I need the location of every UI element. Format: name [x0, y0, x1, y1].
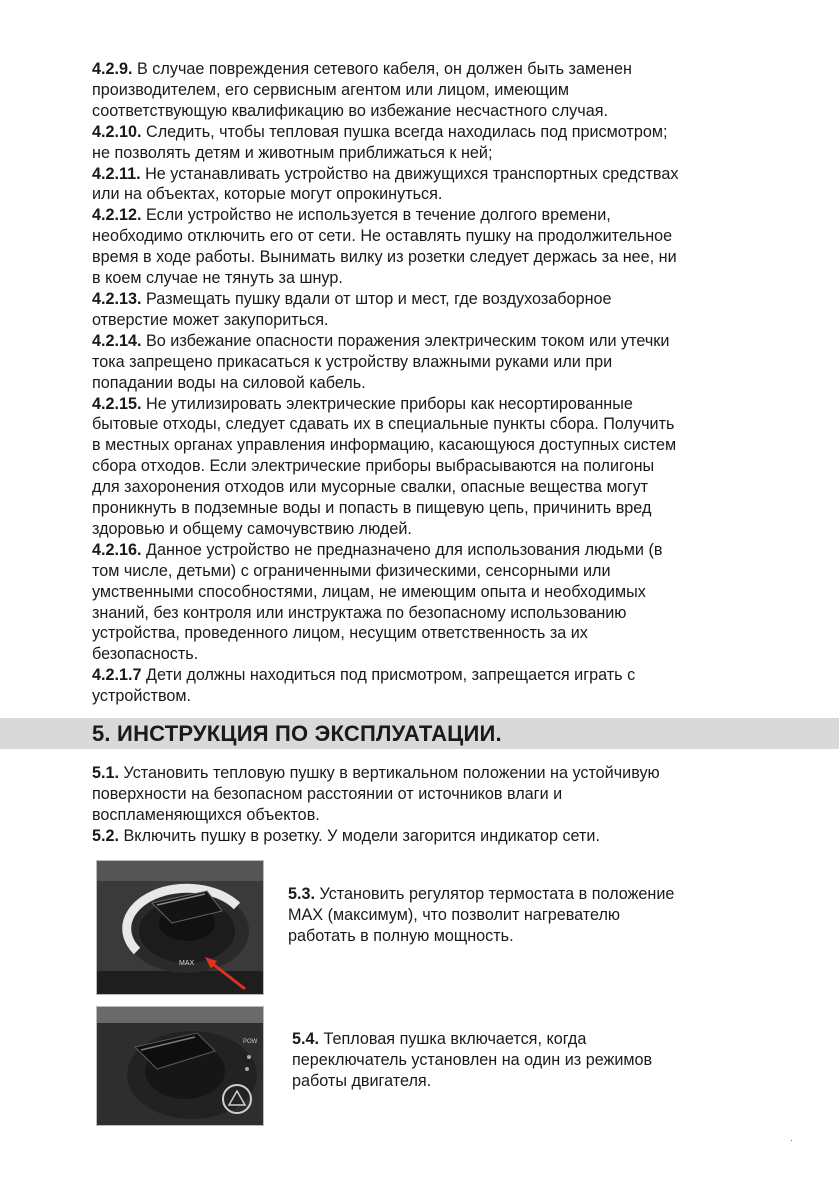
paragraph-line	[92, 373, 762, 394]
paragraph-text: здоровью и общему самочувствию людей.	[92, 519, 412, 538]
paragraph-text: для захоронения отходов или мусорные свалки, опасные вещества могут	[92, 478, 649, 497]
paragraph-line	[92, 289, 762, 310]
paragraph-line	[92, 603, 762, 624]
step-5-3	[288, 884, 738, 947]
paragraph-text: устройства, проведенного лицом, несущим ответственность за их	[92, 624, 588, 643]
paragraph-4-2-11	[92, 164, 762, 206]
paragraph-number: 4.2.12.	[92, 206, 142, 225]
step-text: MAX (максимум), что позволит нагревателю	[288, 905, 621, 924]
paragraph-text: Установить тепловую пушку в вертикальном положении на устойчивую	[119, 764, 660, 782]
paragraph-line	[92, 101, 762, 122]
paragraph-line	[92, 644, 762, 665]
paragraph-line	[92, 122, 762, 143]
paragraph-number: 4.2.10.	[92, 122, 142, 141]
paragraph-text: или на объектах, которые могут опрокинуться.	[92, 185, 443, 204]
step-text: Тепловая пушка включается, когда	[319, 1030, 587, 1048]
paragraph-4-2-16	[92, 540, 762, 665]
paragraph-4-2-14	[92, 331, 762, 394]
operation-section	[92, 763, 762, 847]
paragraph-number: 4.2.9.	[92, 60, 133, 78]
power-label: POW	[243, 1039, 258, 1045]
step-line	[292, 1050, 742, 1071]
paragraph-text: тока запрещено прикасаться к устройству влажными руками или при	[92, 352, 613, 371]
paragraph-line	[92, 80, 762, 101]
max-label: MAX	[179, 960, 195, 967]
paragraph-number: 4.2.14.	[92, 331, 142, 350]
paragraph-text: умственными способностями, лицам, не имеющим опыта и необходимых	[92, 582, 646, 601]
paragraph-text: в коем случае не тянуть за шнур.	[92, 269, 343, 288]
paragraph-text: Не утилизировать электрические приборы как несортированные	[141, 394, 633, 413]
step-text: Установить регулятор термостата в положение	[315, 885, 675, 903]
paragraph-text: Включить пушку в розетку. У модели загорится индикатор сети.	[119, 826, 600, 845]
step-text: работать в полную мощность.	[288, 926, 514, 945]
paragraph-line	[92, 456, 762, 477]
paragraph-line	[92, 205, 762, 226]
step-number: 5.4.	[292, 1030, 320, 1048]
paragraph-text: необходимо отключить его от сети. Не оставлять пушку на продолжительное	[92, 227, 673, 246]
paragraph-line	[92, 540, 762, 561]
paragraph-line	[92, 414, 762, 435]
paragraph-line	[92, 331, 762, 352]
paragraph-text: проникнуть в подземные воды и попасть в пищевую цепь, причинить вред	[92, 499, 652, 518]
paragraph-line	[92, 519, 762, 540]
paragraph-text: время в ходе работы. Вынимать вилку из розетки следует держась за нее, ни	[92, 248, 677, 267]
paragraph-line	[92, 310, 762, 331]
section-header-bar	[0, 718, 839, 749]
step-line	[288, 905, 738, 926]
paragraph-line	[92, 561, 762, 582]
step-line	[292, 1029, 742, 1050]
step-number: 5.3.	[288, 885, 316, 903]
paragraph-text: безопасность.	[92, 645, 199, 664]
paragraph-number: 5.2.	[92, 826, 120, 845]
paragraph-line	[92, 784, 762, 805]
thermostat-dial-illustration	[97, 861, 263, 994]
paragraph-text: не позволять детям и животным приближаться к ней;	[92, 143, 493, 162]
section-title: 5. ИНСТРУКЦИЯ ПО ЭКСПЛУАТАЦИИ.	[92, 721, 502, 746]
paragraph-number: 5.1.	[92, 764, 120, 782]
paragraph-number: 4.2.1.7	[92, 666, 142, 685]
paragraph-number: 4.2.13.	[92, 289, 142, 308]
paragraph-text: знаний, без контроля или инструктажа по безопасному использованию	[92, 603, 627, 622]
paragraph-5-1	[92, 763, 762, 826]
paragraph-4-2-15	[92, 394, 762, 540]
paragraph-text: Размещать пушку вдали от штор и мест, где воздухозаборное	[141, 289, 612, 308]
thermostat-photo	[96, 860, 264, 995]
paragraph-line	[92, 582, 762, 603]
paragraph-line	[92, 59, 762, 80]
mode-switch-illustration	[97, 1007, 263, 1125]
step-line	[292, 1071, 742, 1092]
paragraph-line	[92, 247, 762, 268]
paragraph-number: 4.2.16.	[92, 540, 142, 559]
paragraph-4-2-1-7	[92, 665, 762, 707]
step-text: переключатель установлен на один из режимов	[292, 1050, 653, 1069]
step-line	[288, 926, 738, 947]
paragraph-text: поверхности на безопасном расстоянии от источников влаги и	[92, 784, 563, 803]
paragraph-4-2-10	[92, 122, 762, 164]
paragraph-text: сбора отходов. Если электрические приборы выбрасываются на полигоны	[92, 457, 655, 476]
paragraph-line	[92, 826, 762, 847]
paragraph-4-2-13	[92, 289, 762, 331]
paragraph-line	[92, 394, 762, 415]
paragraph-text: том числе, детьми) с ограниченными физическими, сенсорными или	[92, 561, 611, 580]
paragraph-text: бытовые отходы, следует сдавать их в специальные пункты сбора. Получить	[92, 415, 675, 434]
paragraph-text: Не устанавливать устройство на движущихся транспортных средствах	[140, 164, 679, 183]
paragraph-text: отверстие может закупориться.	[92, 310, 329, 329]
paragraph-text: Данное устройство не предназначено для использования людьми (в	[141, 540, 663, 559]
paragraph-text: производителем, его сервисным агентом или лицом, имеющим	[92, 80, 570, 99]
safety-section	[92, 59, 762, 707]
paragraph-line	[92, 143, 762, 164]
paragraph-5-2	[92, 826, 762, 847]
mode-switch-photo	[96, 1006, 264, 1126]
step-5-4	[292, 1029, 742, 1092]
page-mark: .	[790, 1133, 793, 1144]
paragraph-number: 4.2.11.	[92, 164, 141, 183]
step-text: работы двигателя.	[292, 1071, 432, 1090]
paragraph-line	[92, 623, 762, 644]
paragraph-text: соответствующую квалификацию во избежание несчастного случая.	[92, 101, 608, 120]
paragraph-number: 4.2.15.	[92, 394, 142, 413]
paragraph-line	[92, 805, 762, 826]
paragraph-line	[92, 226, 762, 247]
paragraph-text: В случае повреждения сетевого кабеля, он должен быть заменен	[132, 60, 632, 78]
paragraph-text: в местных органах управления информацию, касающуюся доступных систем	[92, 436, 677, 455]
paragraph-line	[92, 686, 762, 707]
paragraph-text: попадании воды на силовой кабель.	[92, 373, 366, 392]
paragraph-line	[92, 435, 762, 456]
paragraph-line	[92, 184, 762, 205]
paragraph-line	[92, 164, 762, 185]
paragraph-line	[92, 352, 762, 373]
paragraph-text: Следить, чтобы тепловая пушка всегда находилась под присмотром;	[141, 122, 668, 141]
paragraph-line	[92, 763, 762, 784]
paragraph-line	[92, 498, 762, 519]
paragraph-text: воспламеняющихся объектов.	[92, 805, 320, 824]
paragraph-line	[92, 665, 762, 686]
paragraph-text: Дети должны находиться под присмотром, запрещается играть с	[141, 666, 636, 685]
paragraph-line	[92, 268, 762, 289]
step-line	[288, 884, 738, 905]
paragraph-text: Если устройство не используется в течение долгого времени,	[141, 206, 611, 225]
paragraph-4-2-12	[92, 205, 762, 289]
paragraph-line	[92, 477, 762, 498]
paragraph-4-2-9	[92, 59, 762, 122]
paragraph-text: устройством.	[92, 687, 192, 706]
paragraph-text: Во избежание опасности поражения электрическим током или утечки	[141, 331, 670, 350]
